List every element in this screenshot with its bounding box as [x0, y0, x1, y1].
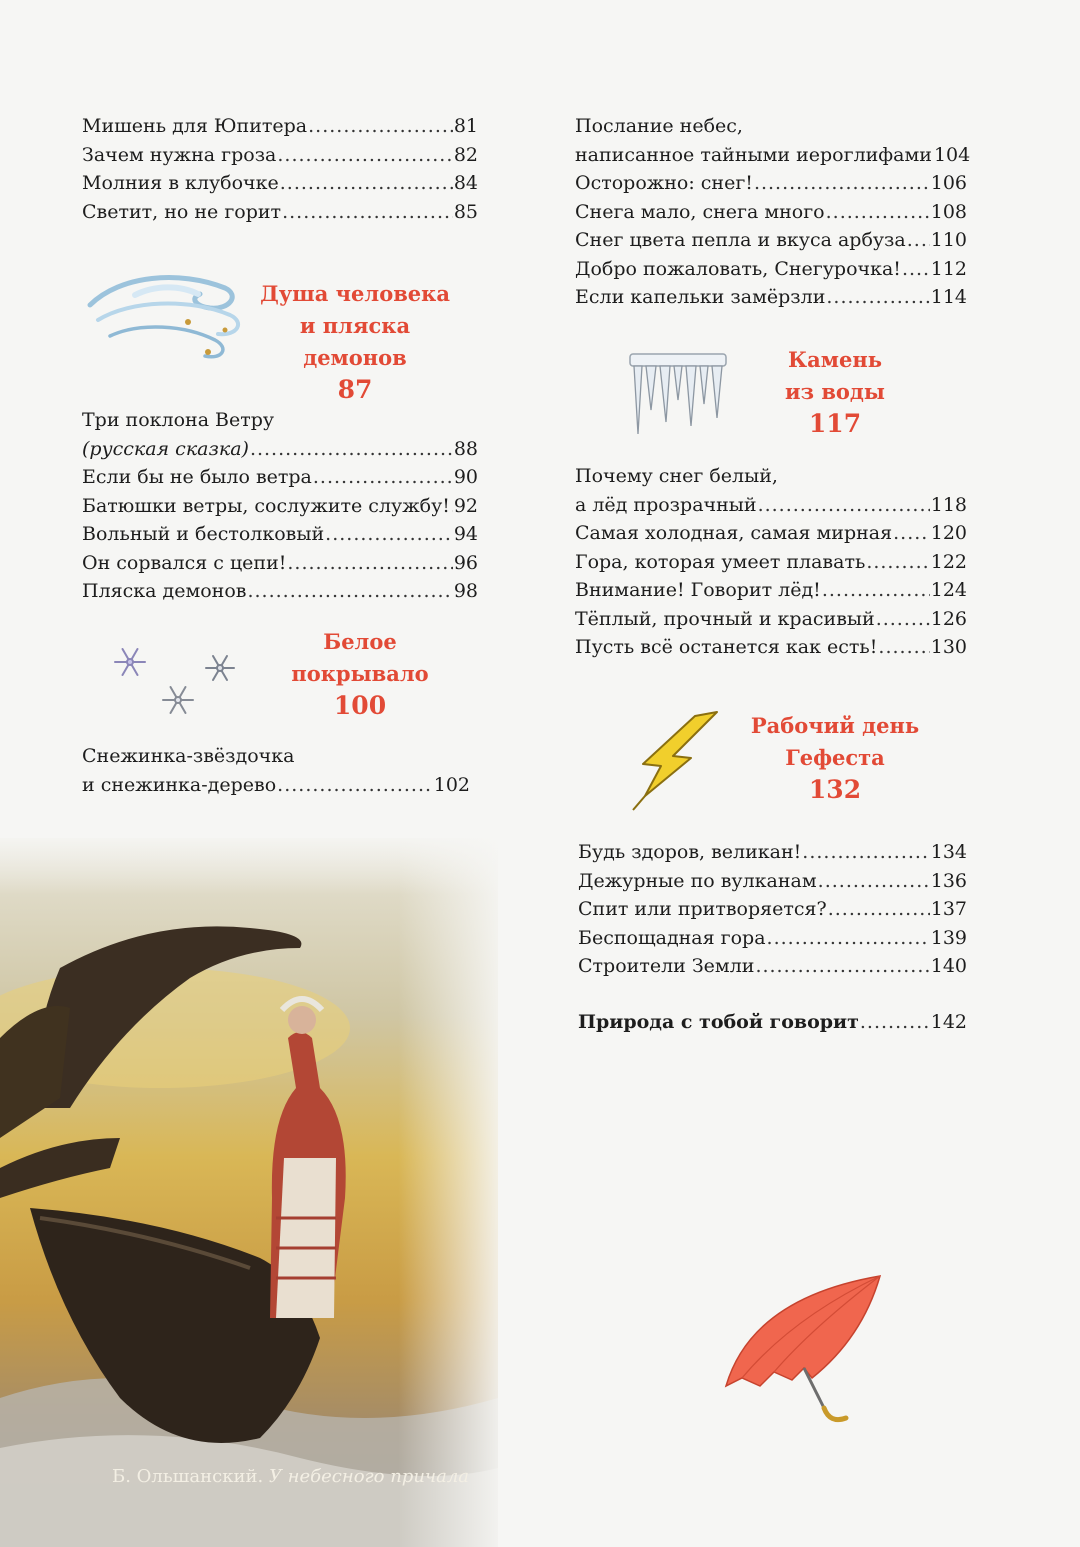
entry-title: Три поклона Ветру	[82, 409, 275, 431]
entry-page: 136	[930, 869, 967, 892]
entry-title: Беспощадная гора	[578, 926, 766, 949]
leader-dots	[247, 577, 452, 606]
entry-page: 108	[930, 200, 967, 223]
entry-page: 120	[930, 522, 967, 544]
toc-entry[interactable]	[575, 141, 971, 170]
entry-title: Будь здоров, великан!	[578, 841, 802, 863]
toc-entry[interactable]	[578, 867, 967, 896]
entry-title: Спит или притворяется?	[578, 898, 827, 920]
section-page: 117	[808, 409, 862, 438]
toc-entry[interactable]	[575, 255, 967, 284]
entry-title: и снежинка-дерево	[82, 773, 277, 796]
section-title-line: из воды	[785, 379, 885, 404]
entry-page: 134	[930, 841, 967, 863]
entry-page: 88	[453, 437, 478, 460]
leader-dots	[282, 198, 453, 227]
leader-dots	[277, 771, 433, 800]
toc-entry[interactable]	[82, 169, 478, 198]
painting-caption	[112, 1466, 469, 1487]
leader-dots	[828, 895, 930, 924]
leader-dots	[866, 548, 929, 577]
entry-title: Почему снег белый,	[575, 465, 778, 487]
leader-dots	[893, 519, 930, 548]
toc-entry[interactable]	[575, 548, 967, 577]
toc-entry[interactable]	[578, 838, 967, 867]
entry-title: Добро пожаловать, Снегурочка!	[575, 257, 901, 280]
entry-page: 106	[930, 172, 967, 194]
section-heading-ice[interactable]	[745, 344, 925, 440]
entry-title: Вольный и бестолковый	[82, 523, 325, 545]
caption-author: Б. Ольшанский.	[112, 1466, 264, 1487]
leader-dots	[876, 605, 930, 634]
entry-title: Тёплый, прочный и красивый	[575, 607, 875, 630]
toc-entry[interactable]	[578, 1008, 967, 1037]
leader-dots	[277, 141, 452, 170]
entry-title: Если бы не было ветра	[82, 466, 312, 488]
entry-page: 139	[930, 926, 967, 949]
entry-title: Пляска демонов	[82, 580, 247, 602]
leader-dots	[902, 255, 930, 284]
leader-dots	[250, 435, 453, 464]
leader-dots	[758, 491, 930, 520]
section-title-line: Белое	[323, 629, 397, 654]
entry-title: Если капельки замёрзли	[575, 286, 826, 308]
toc-wind-entries	[82, 406, 478, 606]
toc-entry[interactable]	[575, 576, 967, 605]
section-title-line: Камень	[788, 347, 882, 372]
toc-snow-entries	[82, 742, 470, 799]
entry-page: 142	[930, 1011, 967, 1033]
leader-dots	[907, 226, 930, 255]
section-page: 87	[337, 375, 373, 404]
entry-title: а лёд прозрачный	[575, 493, 757, 516]
painting-artwork	[0, 838, 498, 1547]
entry-page: 84	[453, 172, 478, 194]
toc-entry[interactable]	[82, 520, 478, 549]
leader-dots	[280, 169, 453, 198]
section-title-line: покрывало	[291, 661, 429, 686]
leader-dots	[818, 867, 930, 896]
toc-entry[interactable]	[575, 198, 967, 227]
toc-entry[interactable]	[82, 435, 478, 464]
entry-page: 94	[453, 523, 478, 545]
toc-entry[interactable]	[575, 226, 967, 255]
toc-entry[interactable]	[82, 492, 478, 521]
toc-entry[interactable]	[575, 491, 967, 520]
entry-title: Снег цвета пепла и вкуса арбуза	[575, 229, 906, 251]
entry-title: Молния в клубочке	[82, 172, 279, 194]
umbrella-icon	[712, 1268, 892, 1438]
entry-page: 126	[930, 607, 967, 630]
entry-title: Снега мало, снега много	[575, 200, 825, 223]
toc-entry[interactable]	[575, 519, 967, 548]
toc-entry[interactable]	[82, 771, 470, 800]
section-title-line: Рабочий день	[750, 713, 920, 738]
toc-entry[interactable]	[578, 924, 967, 953]
section-title-line: Душа человека	[260, 281, 450, 306]
toc-entry[interactable]	[578, 895, 967, 924]
leader-dots	[826, 283, 929, 312]
toc-entry[interactable]	[82, 198, 478, 227]
toc-left-column	[82, 112, 478, 226]
entry-page: 104	[933, 143, 971, 166]
entry-page: 90	[453, 466, 478, 488]
entry-page: 122	[930, 550, 967, 573]
toc-ice-entries	[575, 462, 967, 662]
entry-title: Зачем нужна гроза	[82, 143, 277, 166]
entry-title: написанное тайными иероглифами	[575, 143, 932, 166]
entry-page: 98	[453, 580, 478, 602]
entry-title: (русская сказка)	[82, 437, 249, 460]
entry-title: Мишень для Юпитера	[82, 115, 308, 137]
toc-entry[interactable]	[575, 633, 967, 662]
entry-page: 102	[433, 773, 470, 796]
entry-page: 118	[930, 493, 967, 516]
section-title-line: Гефеста	[785, 745, 885, 770]
entry-page: 96	[453, 551, 478, 574]
section-page: 100	[333, 691, 387, 720]
toc-entry[interactable]	[82, 112, 478, 141]
leader-dots	[755, 952, 929, 981]
section-heading-volcano[interactable]	[735, 710, 935, 806]
leader-dots	[826, 198, 930, 227]
toc-entry[interactable]	[82, 549, 478, 578]
entry-page: 124	[930, 579, 967, 601]
toc-right-column	[575, 112, 971, 312]
toc-entry[interactable]	[575, 283, 967, 312]
leader-dots	[754, 169, 930, 198]
entry-page: 92	[453, 494, 478, 517]
entry-title: Осторожно: снег!	[575, 172, 753, 194]
leader-dots	[308, 112, 453, 141]
entry-title: Светит, но не горит	[82, 200, 282, 223]
entry-page: 137	[930, 898, 967, 920]
wind-swirl-icon	[80, 270, 250, 365]
entry-page: 114	[930, 286, 967, 308]
section-heading-snow[interactable]	[270, 626, 450, 722]
entry-page: 110	[930, 229, 967, 251]
entry-title: Послание небес,	[575, 115, 743, 137]
leader-dots	[860, 1008, 930, 1037]
entry-title: Самая холодная, самая мирная	[575, 522, 893, 544]
toc-final-entry	[578, 1008, 967, 1037]
leader-dots	[822, 576, 930, 605]
toc-entry[interactable]	[575, 169, 967, 198]
section-heading-wind[interactable]	[250, 278, 460, 406]
entry-page: 81	[453, 115, 478, 137]
entry-title: Гора, которая умеет плавать	[575, 550, 866, 573]
section-page: 132	[808, 775, 862, 804]
entry-page: 140	[930, 955, 967, 977]
leader-dots	[802, 838, 929, 867]
entry-title: Он сорвался с цепи!	[82, 551, 287, 574]
toc-entry[interactable]	[82, 577, 478, 606]
entry-title: Природа с тобой говорит	[578, 1011, 859, 1033]
section-title-line: и пляска демонов	[299, 313, 411, 370]
icicles-icon	[628, 352, 728, 440]
entry-title: Снежинка-звёздочка	[82, 745, 295, 767]
leader-dots	[767, 924, 930, 953]
leader-dots	[313, 463, 453, 492]
entry-title: Пусть всё останется как есть!	[575, 636, 878, 658]
snowflakes-icon	[108, 640, 248, 725]
leader-dots	[878, 633, 929, 662]
toc-entry[interactable]	[578, 952, 967, 981]
leader-dots	[287, 549, 452, 578]
entry-title: Дежурные по вулканам	[578, 869, 817, 892]
entry-page: 85	[453, 200, 478, 223]
toc-entry[interactable]	[575, 605, 967, 634]
toc-entry[interactable]	[82, 463, 478, 492]
entry-page: 130	[930, 636, 967, 658]
entry-title: Внимание! Говорит лёд!	[575, 579, 821, 601]
leader-dots	[451, 492, 453, 521]
entry-page: 82	[453, 143, 478, 166]
lightning-bolt-icon	[625, 708, 725, 813]
caption-title: У небесного причала	[268, 1466, 470, 1487]
toc-entry[interactable]	[82, 141, 478, 170]
leader-dots	[325, 520, 453, 549]
toc-volcano-entries	[578, 838, 967, 981]
entry-title: Батюшки ветры, сослужите службу!	[82, 494, 450, 517]
painting-illustration	[0, 838, 498, 1547]
entry-page: 112	[930, 257, 967, 280]
entry-title: Строители Земли	[578, 955, 755, 977]
